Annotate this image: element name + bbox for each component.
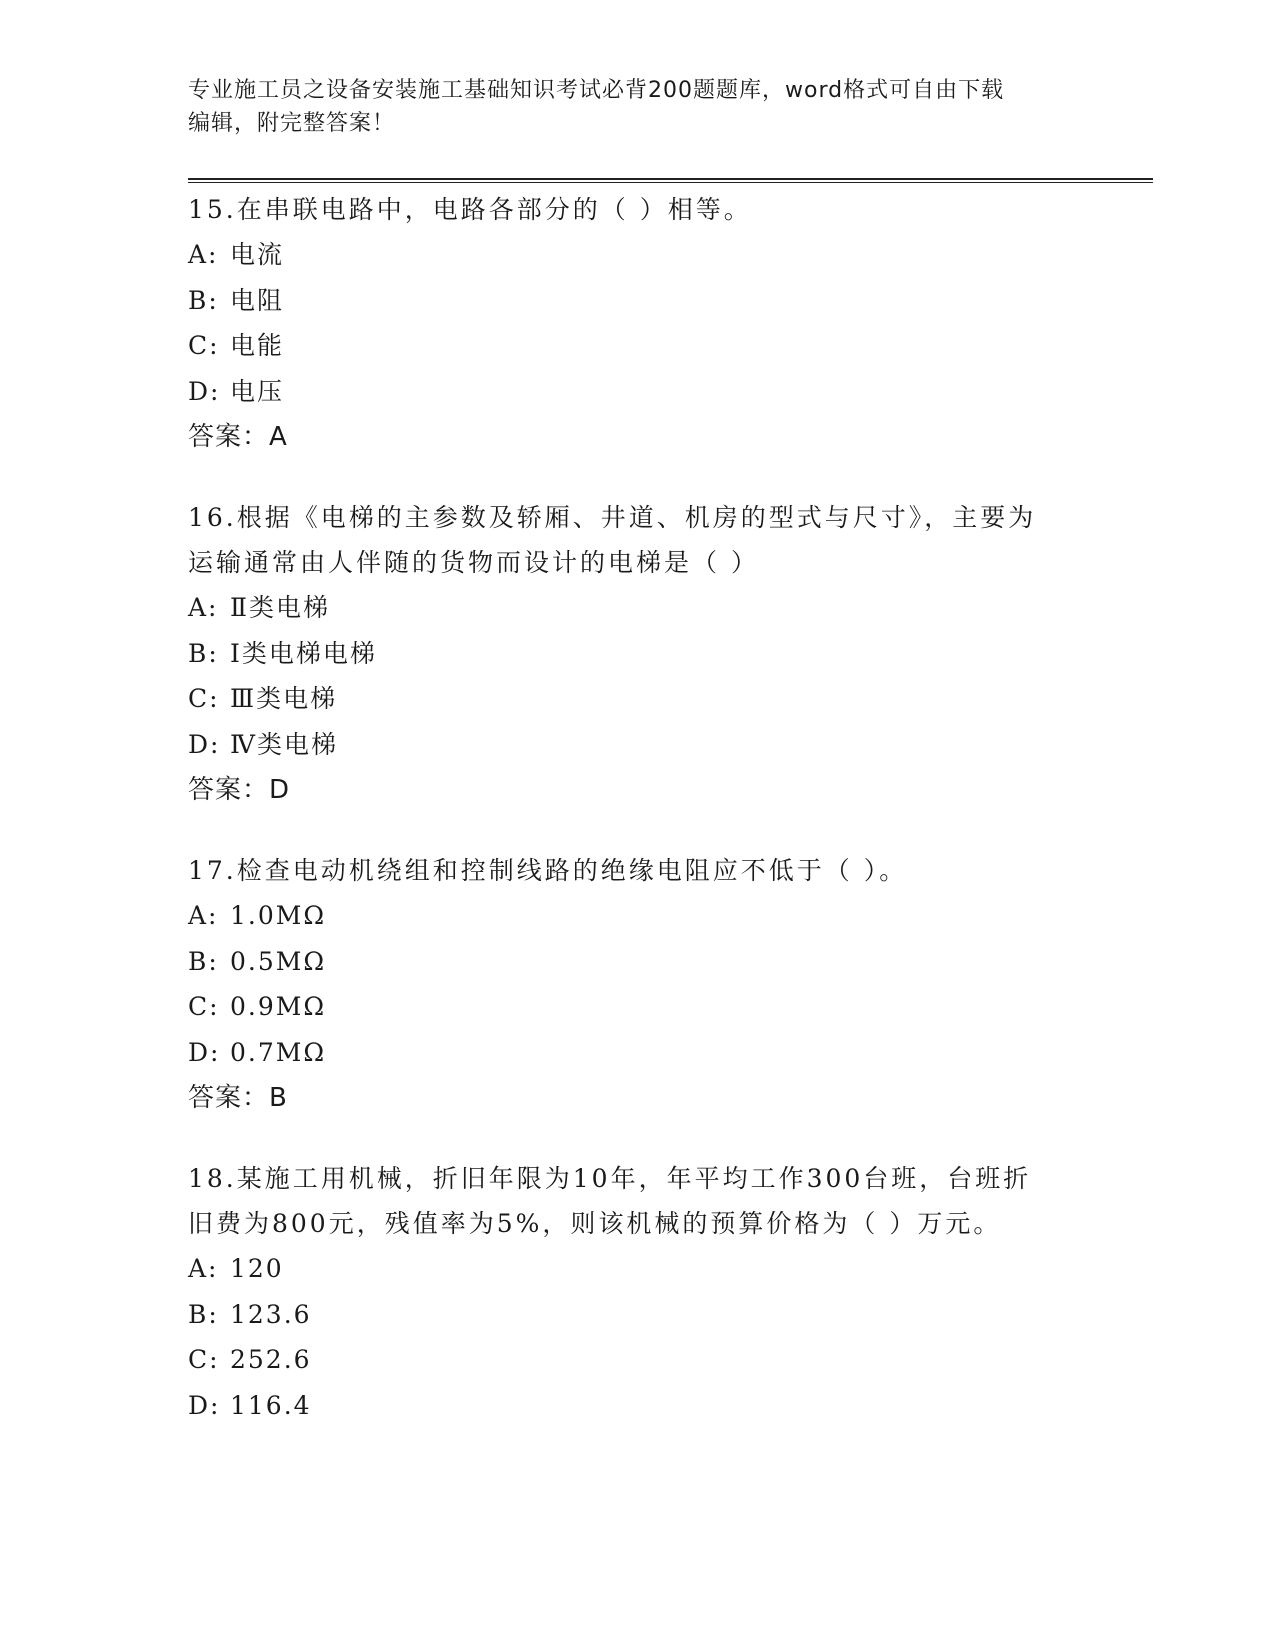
option-key: D: <box>188 1390 221 1420</box>
option-text: 252.6 <box>230 1345 312 1374</box>
option-text: 120 <box>230 1254 284 1283</box>
option-text: Ⅰ类电梯电梯 <box>230 638 377 668</box>
question-18 <box>188 1156 1088 1428</box>
option-text: 123.6 <box>230 1299 312 1329</box>
option-key: B: <box>188 285 219 315</box>
question-15 <box>188 187 1088 460</box>
option-a <box>188 232 1088 278</box>
option-c <box>188 323 1088 369</box>
option-key: D: <box>188 376 221 406</box>
option-key: B: <box>188 638 219 668</box>
option-d <box>188 1030 1088 1076</box>
option-text: 电流 <box>230 240 285 269</box>
option-text: 0.5MΩ <box>230 946 327 976</box>
question-16 <box>188 495 1088 813</box>
option-key: B: <box>188 1299 219 1329</box>
answer-line: 答案：A <box>188 422 288 452</box>
option-text: 1.0MΩ <box>230 901 327 930</box>
option-text: 电能 <box>230 331 285 360</box>
question-stem-line-2: 运输通常由人伴随的货物而设计的电梯是（ ） <box>188 548 759 577</box>
option-d <box>188 722 1088 768</box>
option-b <box>188 278 1088 324</box>
option-text: Ⅲ类电梯 <box>230 684 338 713</box>
option-key: D: <box>188 729 221 759</box>
document-page <box>188 0 1153 1650</box>
option-text: 电阻 <box>230 285 285 315</box>
option-key: A: <box>188 593 219 622</box>
option-a <box>188 1246 1088 1292</box>
option-a <box>188 585 1088 631</box>
option-key: C: <box>188 992 220 1021</box>
option-text: 0.7MΩ <box>230 1037 327 1067</box>
option-d <box>188 369 1088 415</box>
question-stem-line-1: 16.根据《电梯的主参数及轿厢、井道、机房的型式与尺寸》，主要为 <box>188 503 1037 532</box>
option-key: C: <box>188 684 220 713</box>
option-key: C: <box>188 331 220 360</box>
header-line-1: 专业施工员之设备安装施工基础知识考试必背200题题库，word格式可自由下载 <box>188 78 1005 103</box>
question-list <box>188 187 1088 1463</box>
header-divider <box>188 178 1153 183</box>
option-key: C: <box>188 1345 220 1374</box>
question-stem-line-2: 旧费为800元，残值率为5%，则该机械的预算价格为（ ）万元。 <box>188 1209 1002 1238</box>
option-c <box>188 1337 1088 1383</box>
option-text: Ⅱ类电梯 <box>230 593 330 622</box>
question-stem: 17.检查电动机绕组和控制线路的绝缘电阻应不低于（ ）。 <box>188 856 908 885</box>
option-key: D: <box>188 1037 221 1067</box>
header-line-2: 编辑，附完整答案！ <box>188 111 396 136</box>
question-stem-line-1: 18.某施工用机械，折旧年限为10年，年平均工作300台班，台班折 <box>188 1164 1032 1193</box>
option-text: Ⅳ类电梯 <box>230 729 338 759</box>
document-header <box>188 74 1068 140</box>
question-17 <box>188 848 1088 1121</box>
option-key: A: <box>188 240 219 269</box>
answer-line: 答案：B <box>188 1083 288 1113</box>
option-key: A: <box>188 901 219 930</box>
option-text: 0.9MΩ <box>230 992 327 1021</box>
option-key: A: <box>188 1254 219 1283</box>
option-b <box>188 631 1088 677</box>
option-text: 116.4 <box>230 1390 312 1420</box>
option-c <box>188 676 1088 722</box>
option-text: 电压 <box>230 376 285 406</box>
option-a <box>188 893 1088 939</box>
option-b <box>188 1292 1088 1338</box>
question-stem: 15.在串联电路中，电路各部分的（ ）相等。 <box>188 195 752 224</box>
option-b <box>188 939 1088 985</box>
answer-line: 答案：D <box>188 775 291 805</box>
option-d <box>188 1383 1088 1429</box>
option-c <box>188 984 1088 1030</box>
option-key: B: <box>188 946 219 976</box>
